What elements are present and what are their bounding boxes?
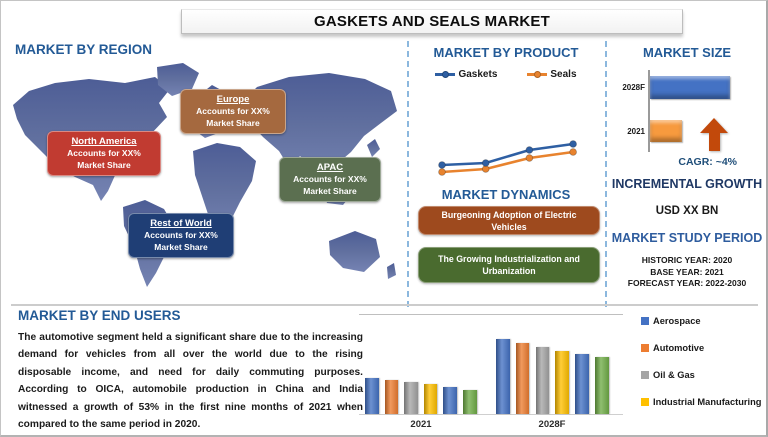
dynamics-section-header: MARKET DYNAMICS <box>441 187 571 202</box>
page-title-box <box>181 9 683 34</box>
region-share-line1: Accounts for XX% <box>196 106 270 116</box>
cagr-value: CAGR: ~4% <box>678 156 737 168</box>
region-name: Rest of World <box>150 218 212 229</box>
marker-gaskets <box>526 147 533 154</box>
product-section-header: MARKET BY PRODUCT <box>433 45 579 60</box>
bar-2021-oil-gas <box>404 382 418 414</box>
market-size-label-2021: 2021 <box>627 127 645 136</box>
region-share-line2: Market Share <box>154 241 208 252</box>
dynamics-driver-text: Burgeoning Adoption of Electric Vehicles <box>441 209 577 232</box>
incremental-growth-label: INCREMENTAL GROWTH <box>611 177 763 191</box>
bar-2028f-oil-gas <box>536 347 550 414</box>
region-name: North America <box>71 136 137 147</box>
product-line-chart <box>425 121 587 187</box>
base-year: BASE YEAR: 2021 <box>650 266 724 277</box>
gaskets-line-marker-icon <box>435 73 455 76</box>
category-label-2021: 2021 <box>410 419 432 430</box>
horizontal-separator <box>11 304 758 306</box>
region-box-europe <box>180 89 286 134</box>
region-name: Europe <box>216 94 250 105</box>
bar-2028f-series-6 <box>595 357 609 414</box>
region-share-line2: Market Share <box>206 117 260 128</box>
dynamics-driver-text: The Growing Industrialization and Urbanization <box>438 254 580 276</box>
oil-gas-swatch-icon <box>641 371 649 379</box>
automotive-swatch-icon <box>641 344 649 352</box>
study-period-lines <box>611 255 763 290</box>
product-chart-legend <box>411 69 601 80</box>
region-share-line2: Market Share <box>77 159 131 170</box>
market-size-bar-2028f <box>650 76 730 99</box>
legend-item-industrial-manufacturing: Industrial Manufacturing <box>641 396 761 407</box>
line-seals <box>442 152 573 172</box>
legend-label: Gaskets <box>458 69 498 80</box>
legend-item-seals <box>527 69 576 80</box>
bar-2021-industrial-manufacturing <box>424 384 438 414</box>
growth-arrow-icon <box>700 118 728 151</box>
bar-2028f-automotive <box>516 343 530 414</box>
market-size-bar-2021 <box>650 120 682 142</box>
region-share-line1: Accounts for XX% <box>293 174 367 184</box>
marker-gaskets <box>439 162 446 169</box>
end-users-legend <box>641 315 761 407</box>
region-box-rest-of-world <box>128 213 234 258</box>
bar-2028f-aerospace <box>496 339 510 414</box>
dynamics-driver-industrialization <box>418 247 600 283</box>
end-users-paragraph: The automotive segment held a significant share due to the increasing demand for vehicles from all over the world due to the rising disposable income, and need for daily commuting purposes. According to OICA, automobile production in China and India witnessed a growth of 53% in the first nine months of 2021 when compared to the same period in 2020. <box>18 332 363 431</box>
end-users-bar-chart <box>359 314 623 415</box>
seals-line-marker-icon <box>527 73 547 76</box>
region-section-header: MARKET BY REGION <box>15 42 153 57</box>
map-australia <box>329 231 380 272</box>
end-users-header: MARKET BY END USERS <box>18 308 181 323</box>
region-name: APAC <box>316 162 344 173</box>
marker-seals <box>570 149 577 156</box>
legend-item-oil-gas: Oil & Gas <box>641 369 761 380</box>
marker-gaskets <box>482 160 489 167</box>
region-share-line1: Accounts for XX% <box>67 148 141 158</box>
map-new-zealand <box>387 263 396 279</box>
industrial-manufacturing-swatch-icon <box>641 398 649 406</box>
forecast-year: FORECAST YEAR: 2022-2030 <box>627 278 747 288</box>
market-size-header: MARKET SIZE <box>642 45 732 60</box>
bar-2028f-series-5 <box>575 354 589 414</box>
legend-item-gaskets <box>435 69 497 80</box>
legend-item-aerospace: Aerospace <box>641 315 761 326</box>
historic-year: HISTORIC YEAR: 2020 <box>641 255 733 265</box>
category-label-2028f: 2028F <box>538 419 566 430</box>
region-share-line1: Accounts for XX% <box>144 230 218 240</box>
study-period-header: MARKET STUDY PERIOD <box>611 231 763 245</box>
bar-2021-aerospace <box>365 378 379 414</box>
map-japan <box>367 139 380 157</box>
legend-label: Seals <box>550 69 577 80</box>
dynamics-driver-ev <box>418 206 600 235</box>
vertical-divider-right <box>605 41 607 307</box>
marker-gaskets <box>570 141 577 148</box>
bar-2021-automotive <box>385 380 399 414</box>
bar-2021-series-5 <box>443 387 457 414</box>
marker-seals <box>439 169 446 176</box>
bar-2021-series-6 <box>463 390 477 414</box>
page-title: GASKETS AND SEALS MARKET <box>314 13 550 30</box>
region-box-north-america <box>47 131 161 176</box>
region-share-line2: Market Share <box>303 185 357 196</box>
bar-2028f-industrial-manufacturing <box>555 351 569 414</box>
market-size-label-2028f: 2028F <box>622 83 645 92</box>
vertical-divider-left <box>407 41 409 307</box>
marker-seals <box>526 155 533 162</box>
region-box-apac <box>279 157 381 202</box>
aerospace-swatch-icon <box>641 317 649 325</box>
legend-item-automotive: Automotive <box>641 342 761 353</box>
usd-value: USD XX BN <box>655 205 719 217</box>
